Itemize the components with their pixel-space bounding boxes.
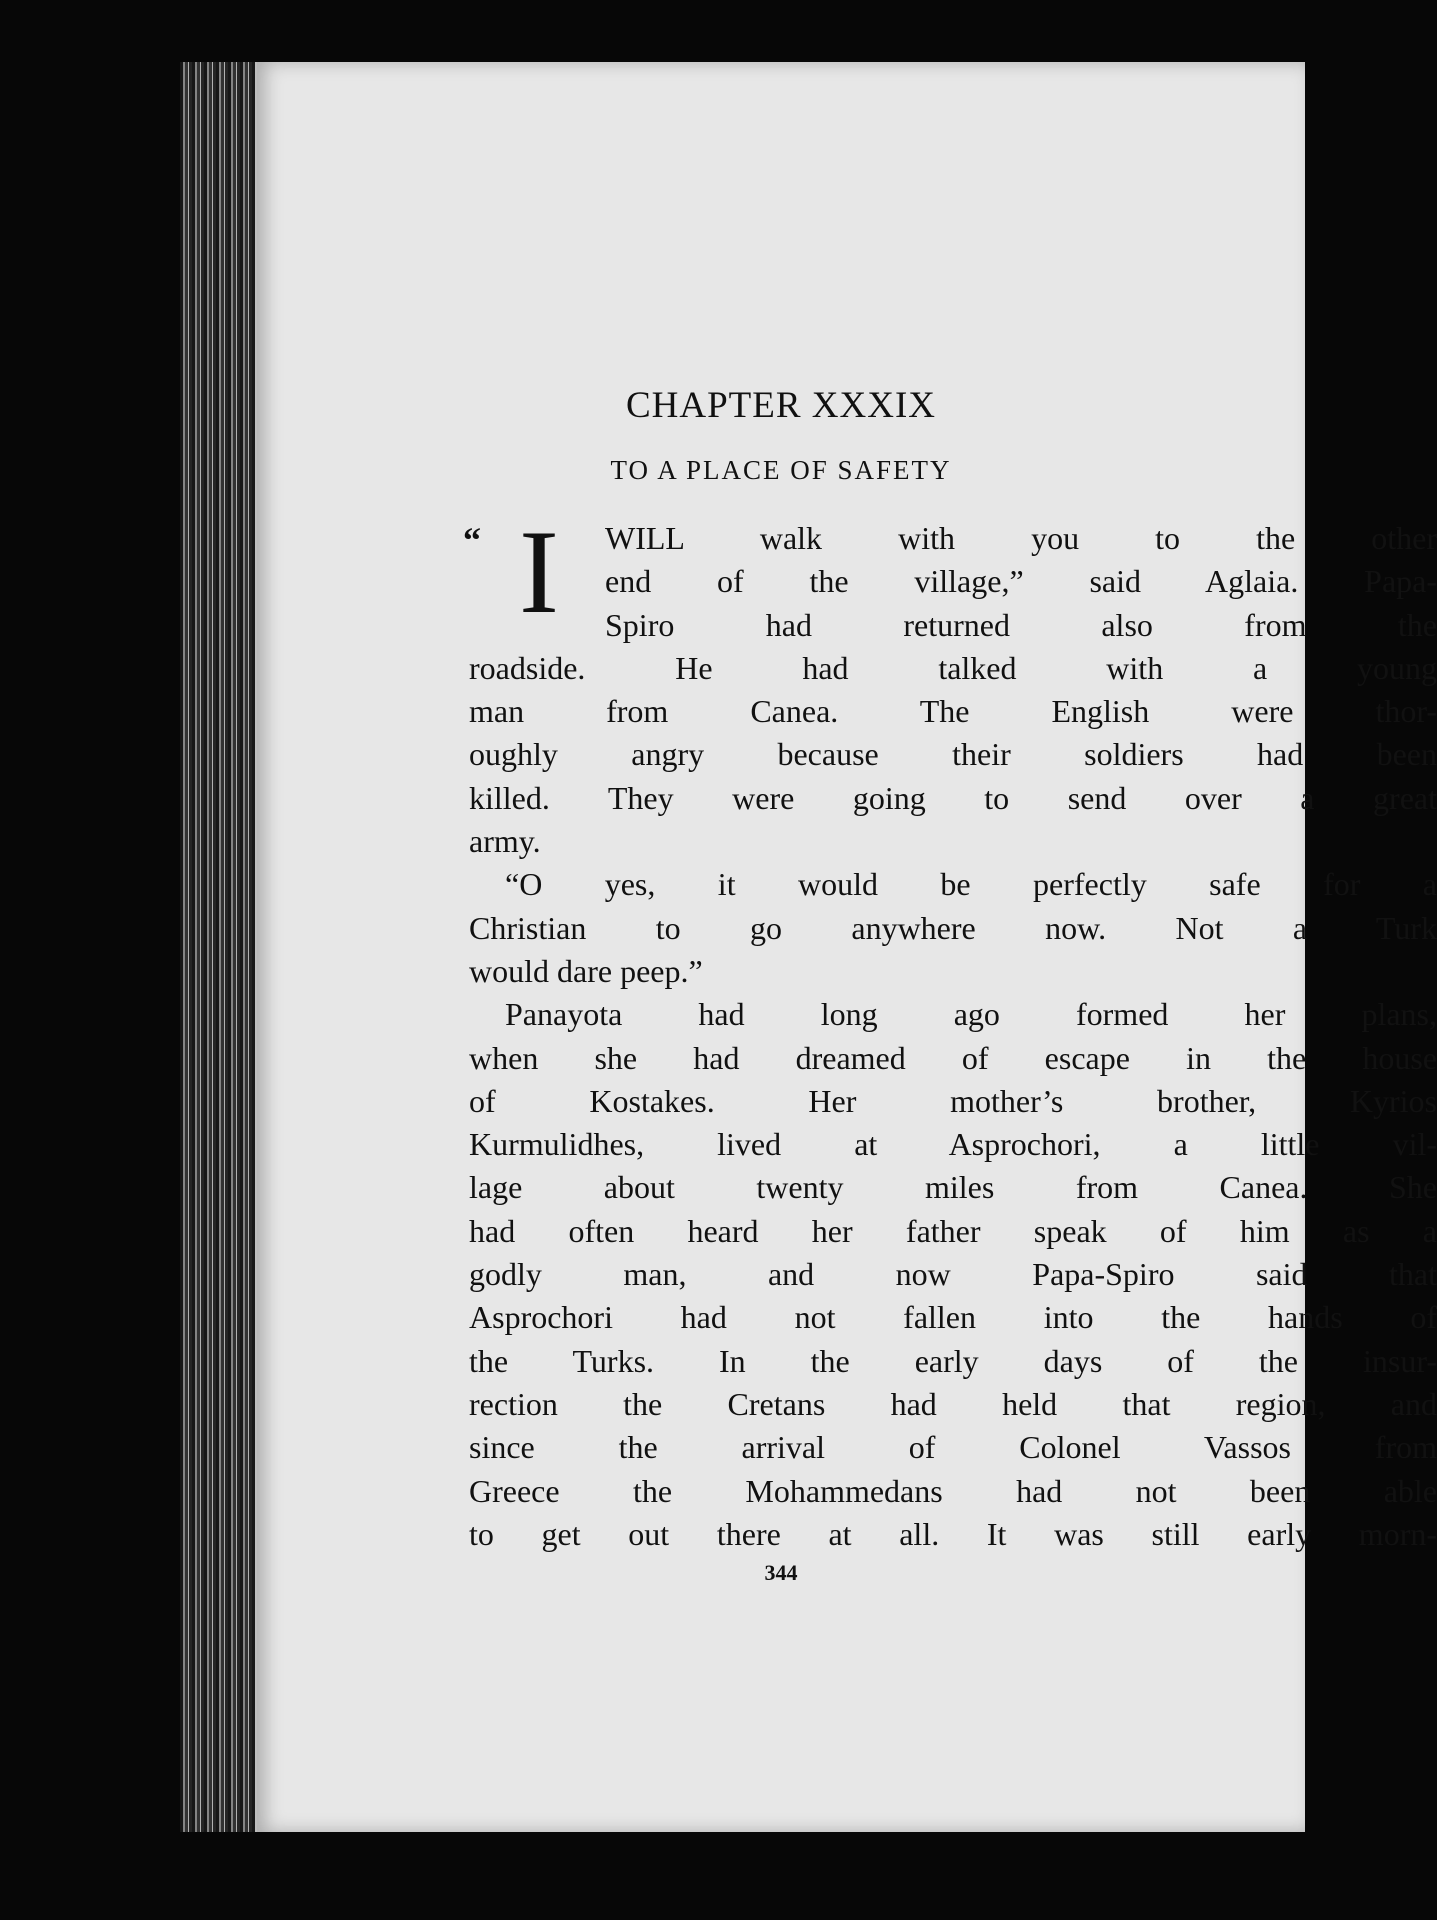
text-line: Panayota had long ago formed her plans,: [505, 996, 1437, 1033]
text-line: oughly angry because their soldiers had been: [469, 736, 1437, 773]
text-line: had often heard her father speak of him as a: [469, 1212, 1437, 1249]
text-line: Greece the Mohammedans had not been able: [469, 1472, 1437, 1509]
text-line: since the arrival of Colonel Vassos from: [469, 1429, 1437, 1466]
text-line: godly man, and now Papa-Spiro said that: [469, 1256, 1437, 1293]
book-page-edges: [180, 62, 260, 1832]
text-line: killed. They were going to send over a great: [469, 779, 1437, 816]
text-line: man from Canea. The English were thor-: [469, 693, 1437, 730]
text-line: rection the Cretans had held that region, and: [469, 1385, 1437, 1422]
text-line: Spiro had returned also from the: [605, 606, 1437, 643]
text-line: of Kostakes. Her mother’s brother, Kyrios: [469, 1082, 1437, 1119]
opening-quote-mark: “: [463, 520, 481, 560]
text-line: Kurmulidhes, lived at Asprochori, a little vil-: [469, 1126, 1437, 1163]
text-line: to get out there at all. It was still early morn-: [469, 1515, 1437, 1552]
page-number: 344: [764, 1560, 798, 1585]
text-line: roadside. He had talked with a young: [469, 649, 1437, 686]
chapter-number: CHAPTER XXXIX: [625, 385, 937, 426]
text-line: end of the village,” said Aglaia. Papa-: [605, 563, 1437, 600]
drop-cap-letter: I: [519, 505, 559, 638]
text-line: army.: [469, 823, 541, 860]
chapter-title: TO A PLACE OF SAFETY: [610, 455, 952, 485]
text-line: “O yes, it would be perfectly safe for a: [505, 866, 1437, 903]
text-line: Christian to go anywhere now. Not a Turk: [469, 909, 1437, 946]
text-line: would dare peep.”: [469, 952, 703, 989]
book-page: [255, 62, 1437, 1832]
body-text: [463, 505, 1437, 1556]
text-line: lage about twenty miles from Canea. She: [469, 1169, 1437, 1206]
text-line: when she had dreamed of escape in the house: [469, 1039, 1437, 1076]
text-line: Asprochori had not fallen into the hands of: [469, 1299, 1437, 1336]
text-line: WILL walk with you to the other: [605, 520, 1437, 556]
text-line: the Turks. In the early days of the insur-: [469, 1342, 1437, 1379]
